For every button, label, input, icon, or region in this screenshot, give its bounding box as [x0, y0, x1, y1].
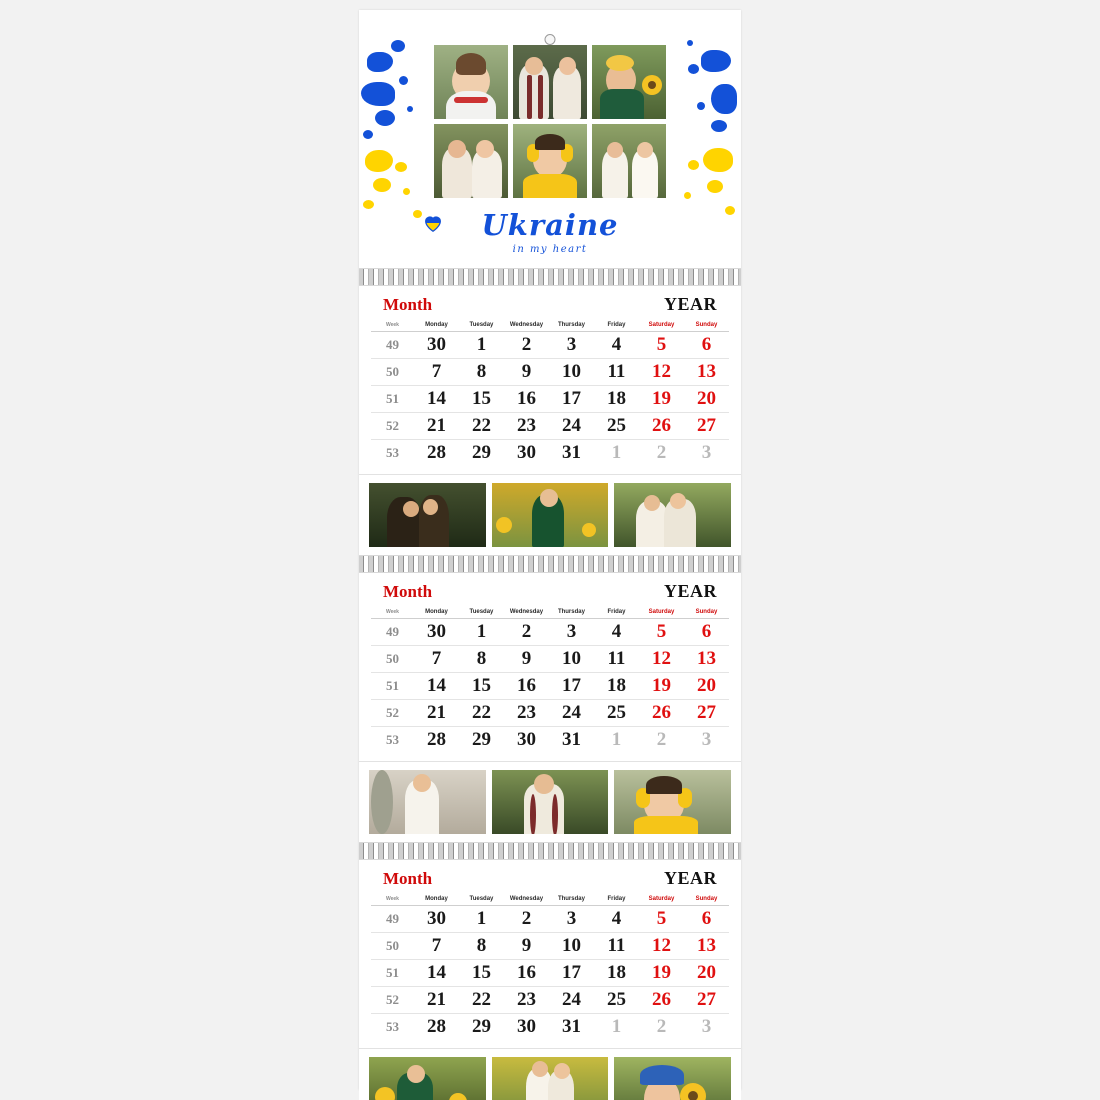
day-cell: 1	[611, 729, 622, 750]
spiral-binding	[359, 555, 741, 573]
day-cell: 29	[471, 729, 491, 750]
week-row	[371, 727, 729, 754]
day-cell: 7	[414, 933, 459, 960]
day-cell: 25	[594, 700, 639, 727]
strip-photo	[492, 770, 609, 834]
day-cell: 11	[594, 933, 639, 960]
day-cell: 4	[594, 619, 639, 646]
day-cell: 3	[701, 1016, 712, 1037]
day-cell: 19	[639, 960, 684, 987]
day-cell: 18	[594, 960, 639, 987]
weekday-saturday: Saturday	[639, 606, 684, 619]
day-cell: 19	[639, 386, 684, 413]
day-cell: 16	[504, 960, 549, 987]
day-cell: 20	[684, 960, 729, 987]
day-cell: 3	[701, 442, 712, 463]
day-cell: 1	[459, 906, 504, 933]
month-label: Month	[383, 582, 433, 601]
day-cell: 27	[684, 987, 729, 1014]
day-cell: 30	[414, 332, 459, 359]
month-block-2	[359, 573, 741, 762]
day-cell: 17	[549, 386, 594, 413]
day-cell: 1	[459, 332, 504, 359]
day-cell: 20	[684, 673, 729, 700]
day-cell: 18	[594, 386, 639, 413]
day-cell: 22	[459, 987, 504, 1014]
week-row	[371, 386, 729, 413]
week-number: 49	[371, 619, 414, 646]
week-number: 49	[371, 332, 414, 359]
week-number: 51	[371, 960, 414, 987]
day-cell: 23	[504, 413, 549, 440]
weekday-monday: Monday	[414, 893, 459, 906]
day-cell: 26	[639, 413, 684, 440]
month-label: Month	[383, 295, 433, 314]
day-cell: 1	[459, 619, 504, 646]
day-cell: 29	[471, 442, 491, 463]
day-cell: 26	[639, 987, 684, 1014]
strip-photo	[492, 483, 609, 547]
header-photo	[592, 124, 666, 198]
day-cell: 23	[504, 987, 549, 1014]
week-number: 50	[371, 359, 414, 386]
photo-strip-3	[359, 1049, 741, 1100]
weekday-sunday: Sunday	[684, 606, 729, 619]
day-cell: 30	[516, 729, 536, 750]
week-number: 51	[371, 386, 414, 413]
photo-strip-1	[359, 475, 741, 555]
year-label: YEAR	[663, 581, 717, 601]
day-cell: 5	[639, 619, 684, 646]
day-cell: 4	[594, 332, 639, 359]
week-row	[371, 1014, 729, 1041]
day-cell: 9	[504, 933, 549, 960]
day-cell: 31	[561, 442, 581, 463]
day-cell: 11	[594, 359, 639, 386]
day-cell: 10	[549, 646, 594, 673]
day-cell: 27	[684, 700, 729, 727]
spiral-binding	[359, 268, 741, 286]
day-cell: 21	[414, 700, 459, 727]
day-cell: 22	[459, 700, 504, 727]
strip-photo	[492, 1057, 609, 1100]
day-cell: 7	[414, 646, 459, 673]
header-photo	[434, 124, 508, 198]
brand-word: Ukraine	[481, 208, 619, 242]
month-label: Month	[383, 869, 433, 888]
day-cell: 29	[471, 1016, 491, 1037]
day-cell: 31	[561, 1016, 581, 1037]
week-row	[371, 673, 729, 700]
day-cell: 13	[684, 933, 729, 960]
day-cell: 28	[426, 729, 446, 750]
day-cell: 6	[684, 906, 729, 933]
day-cell: 15	[459, 960, 504, 987]
day-cell: 6	[684, 332, 729, 359]
weekday-monday: Monday	[414, 319, 459, 332]
month-table	[371, 319, 729, 466]
weekday-sunday: Sunday	[684, 319, 729, 332]
week-row	[371, 987, 729, 1014]
day-cell: 8	[459, 646, 504, 673]
day-cell: 2	[656, 442, 667, 463]
header-photo	[434, 45, 508, 119]
day-cell: 14	[414, 960, 459, 987]
weekday-wednesday: Wednesday	[504, 606, 549, 619]
day-cell: 1	[611, 1016, 622, 1037]
day-cell: 2	[656, 729, 667, 750]
weekday-wednesday: Wednesday	[504, 893, 549, 906]
strip-photo	[614, 483, 731, 547]
day-cell: 10	[549, 933, 594, 960]
week-number: 51	[371, 673, 414, 700]
weekday-friday: Friday	[594, 319, 639, 332]
month-block-1	[359, 286, 741, 475]
day-cell: 22	[459, 413, 504, 440]
week-number: 50	[371, 933, 414, 960]
weekday-header-row	[371, 893, 729, 906]
week-number: 53	[385, 445, 399, 460]
month-header	[371, 286, 729, 319]
day-cell: 24	[549, 413, 594, 440]
day-cell: 20	[684, 386, 729, 413]
day-cell: 25	[594, 413, 639, 440]
day-cell: 16	[504, 673, 549, 700]
day-cell: 17	[549, 960, 594, 987]
strip-photo	[369, 770, 486, 834]
weekday-sunday: Sunday	[684, 893, 729, 906]
day-cell: 14	[414, 386, 459, 413]
day-cell: 21	[414, 987, 459, 1014]
week-row	[371, 619, 729, 646]
day-cell: 2	[504, 619, 549, 646]
week-row	[371, 906, 729, 933]
day-cell: 30	[414, 619, 459, 646]
header-photo-grid	[434, 45, 666, 198]
day-cell: 30	[414, 906, 459, 933]
day-cell: 10	[549, 359, 594, 386]
day-cell: 24	[549, 987, 594, 1014]
weekday-friday: Friday	[594, 893, 639, 906]
week-row	[371, 700, 729, 727]
day-cell: 25	[594, 987, 639, 1014]
weekday-thursday: Thursday	[549, 319, 594, 332]
week-number: 49	[371, 906, 414, 933]
month-body	[371, 619, 729, 754]
week-row	[371, 440, 729, 467]
day-cell: 3	[701, 729, 712, 750]
weekday-monday: Monday	[414, 606, 459, 619]
day-cell: 23	[504, 700, 549, 727]
brand-logo	[359, 208, 741, 255]
week-row	[371, 646, 729, 673]
week-col-header: Week	[371, 606, 414, 619]
weekday-tuesday: Tuesday	[459, 893, 504, 906]
day-cell: 19	[639, 673, 684, 700]
day-cell: 3	[549, 619, 594, 646]
day-cell: 11	[594, 646, 639, 673]
day-cell: 13	[684, 359, 729, 386]
day-cell: 17	[549, 673, 594, 700]
year-label: YEAR	[663, 868, 717, 888]
weekday-friday: Friday	[594, 606, 639, 619]
header-photo	[513, 45, 587, 119]
week-row	[371, 933, 729, 960]
month-table	[371, 893, 729, 1040]
day-cell: 6	[684, 619, 729, 646]
strip-photo	[614, 770, 731, 834]
week-number: 53	[385, 732, 399, 747]
week-col-header: Week	[371, 319, 414, 332]
day-cell: 8	[459, 359, 504, 386]
day-cell: 3	[549, 332, 594, 359]
header-photo	[592, 45, 666, 119]
day-cell: 9	[504, 646, 549, 673]
week-number: 52	[371, 413, 414, 440]
day-cell: 2	[504, 332, 549, 359]
weekday-saturday: Saturday	[639, 893, 684, 906]
month-block-3	[359, 860, 741, 1049]
day-cell: 15	[459, 673, 504, 700]
wall-calendar	[359, 10, 741, 1090]
month-table	[371, 606, 729, 753]
day-cell: 21	[414, 413, 459, 440]
week-row	[371, 359, 729, 386]
day-cell: 28	[426, 442, 446, 463]
day-cell: 1	[611, 442, 622, 463]
day-cell: 7	[414, 359, 459, 386]
week-row	[371, 960, 729, 987]
day-cell: 5	[639, 332, 684, 359]
day-cell: 18	[594, 673, 639, 700]
month-header	[371, 860, 729, 893]
week-col-header: Week	[371, 893, 414, 906]
weekday-thursday: Thursday	[549, 606, 594, 619]
day-cell: 12	[639, 933, 684, 960]
hang-hole-icon	[545, 34, 556, 45]
brand-subtitle: in my heart	[512, 244, 588, 255]
day-cell: 24	[549, 700, 594, 727]
month-header	[371, 573, 729, 606]
weekday-header-row	[371, 319, 729, 332]
heart-flag-icon	[422, 212, 444, 234]
day-cell: 8	[459, 933, 504, 960]
month-body	[371, 332, 729, 467]
week-number: 52	[371, 700, 414, 727]
header-photo	[513, 124, 587, 198]
strip-photo	[369, 483, 486, 547]
photo-strip-2	[359, 762, 741, 842]
day-cell: 27	[684, 413, 729, 440]
weekday-header-row	[371, 606, 729, 619]
day-cell: 26	[639, 700, 684, 727]
day-cell: 30	[516, 442, 536, 463]
day-cell: 13	[684, 646, 729, 673]
spiral-binding	[359, 842, 741, 860]
day-cell: 12	[639, 646, 684, 673]
day-cell: 15	[459, 386, 504, 413]
day-cell: 2	[504, 906, 549, 933]
year-label: YEAR	[663, 294, 717, 314]
day-cell: 9	[504, 359, 549, 386]
day-cell: 30	[516, 1016, 536, 1037]
day-cell: 14	[414, 673, 459, 700]
day-cell: 5	[639, 906, 684, 933]
week-row	[371, 413, 729, 440]
weekday-saturday: Saturday	[639, 319, 684, 332]
weekday-wednesday: Wednesday	[504, 319, 549, 332]
month-body	[371, 906, 729, 1041]
day-cell: 31	[561, 729, 581, 750]
day-cell: 12	[639, 359, 684, 386]
day-cell: 4	[594, 906, 639, 933]
day-cell: 3	[549, 906, 594, 933]
week-number: 52	[371, 987, 414, 1014]
strip-photo	[614, 1057, 731, 1100]
weekday-tuesday: Tuesday	[459, 606, 504, 619]
day-cell: 2	[656, 1016, 667, 1037]
calendar-header	[359, 10, 741, 268]
day-cell: 16	[504, 386, 549, 413]
day-cell: 28	[426, 1016, 446, 1037]
weekday-thursday: Thursday	[549, 893, 594, 906]
strip-photo	[369, 1057, 486, 1100]
week-number: 50	[371, 646, 414, 673]
week-row	[371, 332, 729, 359]
weekday-tuesday: Tuesday	[459, 319, 504, 332]
week-number: 53	[385, 1019, 399, 1034]
